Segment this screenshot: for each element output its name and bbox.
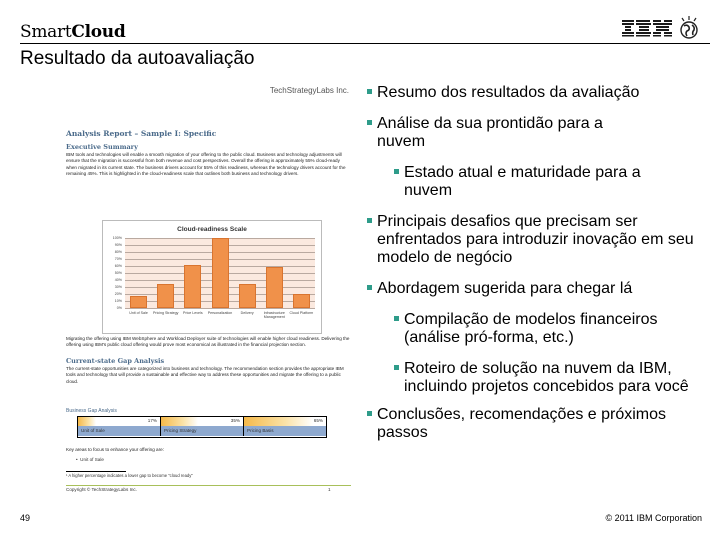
- gap-analysis-block: [66, 365, 352, 385]
- bullet-text: Análise da sua prontidão para a nuvem: [377, 115, 603, 150]
- brand-light: Smart: [20, 22, 72, 42]
- chart-bar: [130, 296, 147, 308]
- gap-fill: [244, 417, 313, 426]
- slide-title: Resultado da autoavaliação: [20, 48, 255, 69]
- gap-label: Pricing Strategy: [164, 428, 197, 433]
- y-tick-label: 60%: [114, 264, 122, 268]
- brand-bold: Cloud: [71, 22, 126, 42]
- bullet-text: Abordagem sugerida para chegar lá: [377, 280, 633, 297]
- sub-bullet-item: [364, 164, 674, 200]
- x-tick-label: Price Levels: [183, 311, 203, 315]
- bullet-item: [364, 84, 714, 102]
- y-tick-label: 40%: [114, 278, 122, 282]
- business-gap-title: Business Gap Analysis: [66, 408, 117, 414]
- chart-plot-area: [112, 236, 315, 310]
- smartcloud-brand: [20, 22, 125, 42]
- executive-summary-text: IBM tools and technologies will enable a smooth migration of your offering to the public cloud. Business and technology adjustments will ensure that the migration is successful from both revenue and cost perspectives. Overall the offering is approximately 55% cloud-ready when migrated in its current state. The business drivers account for 55% of this readiness, whereas the technology drivers account for the remaining 45%. This is highlighted in the cloud-readiness scale that outlines both business and technology drivers.: [66, 152, 346, 177]
- doc-page-number: 1: [328, 487, 331, 492]
- business-gap-table: [77, 416, 327, 438]
- square-bullet-icon: [394, 169, 399, 174]
- bullet-item: [364, 213, 707, 267]
- sub-bullet-item: [364, 360, 714, 396]
- square-bullet-icon: [367, 120, 372, 125]
- footnote: ¹ A higher percentage indicates a lower gap to become "cloud ready": [66, 473, 193, 478]
- bullet-text: Conclusões, recomendações e próximos passos: [377, 406, 667, 441]
- gap-value: 35%: [230, 418, 240, 423]
- footer-copyright: © 2011 IBM Corporation: [605, 513, 702, 523]
- bullet-text: Roteiro de solução na nuvem da IBM, incluindo projetos concebidos para você: [404, 360, 689, 395]
- x-tick-label: Pricing Strategy: [153, 311, 179, 315]
- chart-bar: [293, 294, 310, 308]
- gap-label: Pricing Basis: [247, 428, 274, 433]
- gap-labels-row: [78, 426, 326, 436]
- y-tick-label: 90%: [114, 243, 122, 247]
- doc-copyright: Copyright © TechStrategyLabs Inc.: [66, 487, 137, 492]
- chart-bar: [157, 284, 174, 309]
- sub-bullet-item: [364, 311, 674, 347]
- doc-footer-rule: [66, 485, 351, 486]
- square-bullet-icon: [367, 285, 372, 290]
- gap-label: Unit of Sale: [81, 428, 105, 433]
- bullet-item: [364, 406, 667, 442]
- y-tick-label: 10%: [114, 299, 122, 303]
- doc-company: TechStrategyLabs Inc.: [269, 86, 349, 95]
- executive-summary: [66, 143, 352, 178]
- gap-analysis-text: The current-state opportunities are categorized into business and technology. The recommendation section provides the appropriate IBM tools and technology that will provide a sustainable and effective way to address these opportunities and migrate the offering to a public cloud.: [66, 366, 344, 384]
- chart-bar: [184, 265, 201, 308]
- bullet-item: [364, 115, 617, 151]
- gap-cell-1: [161, 417, 244, 426]
- y-tick-label: 20%: [114, 292, 122, 296]
- gap-fill: [161, 417, 198, 426]
- square-bullet-icon: [394, 365, 399, 370]
- chart-bar: [239, 284, 256, 309]
- gap-label-cell: [161, 426, 244, 436]
- square-bullet-icon: [367, 89, 372, 94]
- x-tick-label: Personalization: [207, 311, 233, 315]
- gap-cell-0: [78, 417, 161, 426]
- gap-values-row: [78, 417, 326, 426]
- focus-intro: Key areas to focus to enhance your offering are:: [66, 447, 164, 452]
- y-tick-label: 100%: [112, 236, 122, 240]
- square-bullet-icon: [367, 411, 372, 416]
- x-tick-label: Delivery: [240, 311, 254, 315]
- bullet-item: [364, 280, 714, 298]
- doc-report-title: Analysis Report – Sample I: Specific: [66, 129, 217, 138]
- y-tick-label: 50%: [114, 271, 122, 275]
- migration-text: Migrating the offering using IBM WebSphere and Workload Deployer suite of technologies will enable higher cloud readiness. Delivering the offering using IBM's public cloud offering would prove most economical as illustrated in the financial projection section.: [66, 336, 350, 348]
- y-tick-label: 30%: [114, 285, 122, 289]
- y-tick-label: 70%: [114, 257, 122, 261]
- migration-text-block: [66, 335, 352, 349]
- executive-summary-title: Executive Summary: [66, 143, 138, 151]
- gridline: [125, 308, 315, 309]
- agenda-bullet-list: [364, 84, 714, 442]
- bullet-text: Estado atual e maturidade para a nuvem: [404, 164, 641, 199]
- slide-number: 49: [20, 513, 31, 523]
- chart-title: Cloud-readiness Scale: [177, 226, 247, 233]
- chart-bar: [212, 238, 229, 308]
- bullet-text: Compilação de modelos financeiros (análise pró-forma, etc.): [404, 311, 658, 346]
- y-tick-label: 0%: [116, 306, 122, 310]
- gap-label-cell: [244, 426, 326, 436]
- x-tick-label: Unit of Sale: [129, 311, 148, 315]
- gap-value: 17%: [147, 418, 157, 423]
- focus-item: • Unit of Sale: [76, 457, 104, 462]
- gap-fill: [78, 417, 96, 426]
- ibm-logo-icon: [622, 19, 674, 37]
- x-tick-label: Cloud Platform: [289, 311, 314, 315]
- gap-value: 65%: [313, 418, 323, 423]
- bullet-text: Principais desafios que precisam ser enfrentados para introduzir inovação em seu modelo de negócio: [377, 213, 694, 266]
- y-tick-label: 80%: [114, 250, 122, 254]
- gap-label-cell: [78, 426, 161, 436]
- report-thumbnail: [64, 82, 354, 510]
- globe-icon: [678, 16, 700, 40]
- gap-cell-2: [244, 417, 326, 426]
- chart-bar: [266, 267, 283, 308]
- bullet-text: Resumo dos resultados da avaliação: [377, 84, 640, 101]
- gap-analysis-title: Current-state Gap Analysis: [66, 357, 165, 365]
- header-divider: [20, 43, 710, 44]
- cloud-readiness-chart: [102, 220, 322, 334]
- square-bullet-icon: [367, 218, 372, 223]
- footnote-rule: [66, 471, 126, 472]
- square-bullet-icon: [394, 316, 399, 321]
- focus-intro-block: [66, 446, 164, 453]
- x-tick-label: Infrastructure Management: [263, 311, 285, 320]
- focus-item-text: Unit of Sale: [80, 457, 104, 462]
